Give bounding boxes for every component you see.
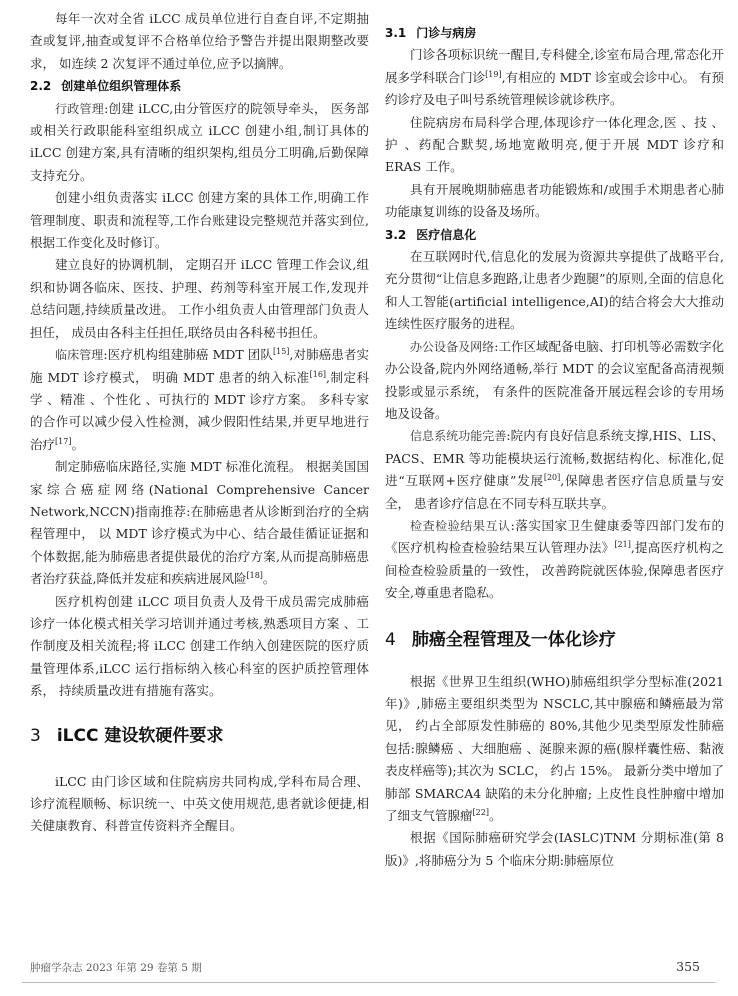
- paragraph: 根据《国际肺癌研究学会(IASLC)TNM 分期标准(第 8 版)》,将肺癌分为 5 个临床分期:肺癌原位: [385, 830, 724, 868]
- section-heading-2-2: [30, 75, 369, 97]
- citation: [15]: [273, 346, 290, 356]
- footer-rule: [22, 982, 716, 983]
- right-column: [385, 0, 724, 872]
- citation: [16]: [309, 369, 327, 379]
- section-title: 医疗信息化: [416, 227, 477, 242]
- paragraph-label: 信息系统功能完善: [410, 429, 507, 444]
- citation: [19]: [485, 69, 502, 79]
- paragraph-label: 检查检验结果互认: [410, 518, 511, 533]
- journal-footer: 肿瘤学杂志 2023 年第 29 卷第 5 期: [30, 962, 202, 974]
- paragraph-text: ,对肺癌患者实施 MDT 诊疗模式， 明确 MDT 患者的纳入标准: [30, 347, 369, 385]
- paragraph-text: ,保障患者医疗信息质量与安全， 患者诊疗信息在不同专科互联共享。: [385, 473, 724, 511]
- section-heading-3-2: [385, 224, 724, 246]
- section-title: 肺癌全程管理及一体化诊疗: [411, 629, 616, 650]
- section-number: 2.2: [30, 79, 52, 94]
- paragraph: [30, 98, 369, 188]
- paragraph: iLCC 由门诊区域和住院病房共同构成,学科布局合理、诊疗流程顺畅、标识统一、中英文使用规范,患者就诊便捷,相关健康教育、科普宣传资料齐全醒目。: [30, 773, 369, 834]
- paragraph: [385, 44, 724, 111]
- paragraph-text: ,提高医疗机构之间检查检验质量的一致性， 改善跨院就医体验,保障患者医疗安全,尊重患者隐私。: [385, 540, 724, 601]
- paragraph-text: :落实国家卫生健康委等四部门发布的《医疗机构检查检验结果互认管理办法》: [385, 517, 724, 556]
- paragraph-text: :创建 iLCC,由分管医疗的院领导牵头， 医务部或相关行政职能科室组织成立 iLCC 创建小组,制订具体的 iLCC 创建方案,具有清晰的组织架构,组员分工明确,后勤保障支持充分。: [30, 100, 369, 183]
- section-number: 3: [30, 725, 41, 746]
- paragraph: [30, 344, 369, 456]
- paragraph: 具有开展晚期肺癌患者功能锻炼和/或围手术期患者心肺功能康复训练的设备及场所。: [385, 181, 724, 220]
- citation: [21]: [614, 540, 631, 550]
- paragraph: 每年一次对全省 iLCC 成员单位进行自查自评,不定期抽查或复评,抽查或复评不合格单位给予警告并提出限期整改要求， 如连续 2 次复评不通过单位,应予以摘牌。: [30, 11, 369, 71]
- section-number: 3.2: [385, 227, 407, 242]
- citation: [22]: [472, 807, 489, 817]
- paragraph-text: :工作区域配备电脑、打印机等必需数字化办公设备,院内外网络通畅,举行 MDT 的会议室配备高清视频投影或显示系统， 有条件的医院准备开展远程会诊的专用场地及设备。: [385, 338, 724, 421]
- paragraph: 医疗机构创建 iLCC 项目负责人及骨干成员需完成肺癌诊疗一体化模式相关学习培训并通过考核,熟悉项目方案 、工作制度及相关流程;将 iLCC 创建工作纳入创建医院的医疗质量管理体系,iLCC 运行指标纳入核心科室的医护质控管理体系， 持续质量改进有措施有落实。: [30, 593, 369, 699]
- left-column: [30, 0, 369, 838]
- section-title: 创建单位组织管理体系: [61, 79, 182, 94]
- paragraph-label: 办公设备及网络: [410, 339, 495, 354]
- section-heading-4: [385, 627, 724, 653]
- paragraph-text: 。: [488, 808, 502, 823]
- citation: [17]: [55, 436, 72, 446]
- paragraph-text: ,有相应的 MDT 诊室或会诊中心。 有预约诊疗及电子叫号系统管理候诊就诊秩序。: [385, 69, 724, 108]
- paragraph-text: 根据《世界卫生组织(WHO)肺癌组织学分型标准(2021 年)》,肺癌主要组织类型为 NSCLC,其中腺癌和鳞癌最为常见， 约占全部原发性肺癌的 80%,其他少见类型原发性肺癌包括:腺鳞癌 、大细胞癌 、涎腺来源的癌(腺样囊性癌、黏液表皮样癌等);其次为 SCLC， 约占 15%。 最新分类中增加了肺部 SMARCA4 缺陷的未分化肿瘤; 上皮性良性肿瘤中增加了细支气管腺瘤: [385, 673, 724, 823]
- paragraph-text: 。: [71, 436, 84, 452]
- paragraph: 在互联网时代,信息化的发展为资源共享提供了战略平台,充分贯彻“让信息多跑路,让患者少跑腿”的原则,全面的信息化和人工智能(artificial intelligence,AI)的结合将会大大推动连续性医疗服务的进程。: [385, 249, 724, 332]
- section-heading-3: [30, 723, 369, 749]
- paragraph-text: ,制定科学 、精准 、个性化 、可执行的 MDT 诊疗方案。 多科专家的合作可以减少侵入性检测，减少假阳性结果,并更早地进行治疗: [30, 369, 369, 452]
- paragraph: [30, 456, 369, 590]
- paragraph: 创建小组负责落实 iLCC 创建方案的具体工作,明确工作管理制度、职责和流程等,工作台账建设完整规范并落实到位,根据工作变化及时修订。: [30, 190, 369, 251]
- paragraph-text: 制定肺癌临床路径,实施 MDT 标准化流程。 根据美国国家综合癌症网络(National Comprehensive Cancer Network,NCCN)指南推荐:在肺癌患者从诊断到治疗的全病程管理中， 以 MDT 诊疗模式为中心、结合最佳循证证据和个体数据,能为肺癌患者提供最优的治疗方案,从而提高肺癌患者治疗获益,降低并发症和疾病进展风险: [30, 459, 369, 587]
- paragraph-text: :院内有良好信息系统支撑,HIS、LIS、PACS、EMR 等功能模块运行流畅,数据结构化、标准化,促进“互联网+医疗健康”发展: [385, 428, 724, 489]
- paragraph: 建立良好的协调机制， 定期召开 iLCC 管理工作会议,组织和协调各临床、医技、护理、药剂等科室开展工作,发现并总结问题,持续质量改进。 工作小组负责人由管理部门负责人担任， 成员由各科主任担任,联络员由各科秘书担任。: [30, 257, 369, 340]
- paragraph-label: 临床管理: [55, 348, 104, 363]
- paragraph: 住院病房布局科学合理,体现诊疗一体化理念,医 、技 、护 、药配合默契,场地宽敞明亮,便于开展 MDT 诊疗和 ERAS 工作。: [385, 114, 724, 175]
- paragraph: [385, 336, 724, 426]
- paragraph-text: :医疗机构组建肺癌 MDT 团队: [103, 347, 273, 363]
- paragraph: [385, 515, 724, 605]
- paragraph-text: 。: [262, 571, 276, 587]
- page-number: 355: [676, 959, 700, 974]
- section-title: 门诊与病房: [416, 26, 477, 40]
- paragraph-label: 行政管理: [55, 101, 105, 116]
- citation: [20]: [543, 472, 561, 482]
- citation: [18]: [246, 571, 263, 580]
- section-number: 4: [385, 629, 396, 650]
- section-number: 3.1: [385, 26, 407, 40]
- paragraph: [385, 671, 724, 828]
- section-heading-3-1: [385, 22, 724, 44]
- paragraph: [385, 425, 724, 515]
- paragraph-text: 门诊各项标识统一醒目,专科健全,诊室布局合理,常态化开展多学科联合门诊: [385, 47, 724, 85]
- section-title: iLCC 建设软硬件要求: [56, 725, 224, 746]
